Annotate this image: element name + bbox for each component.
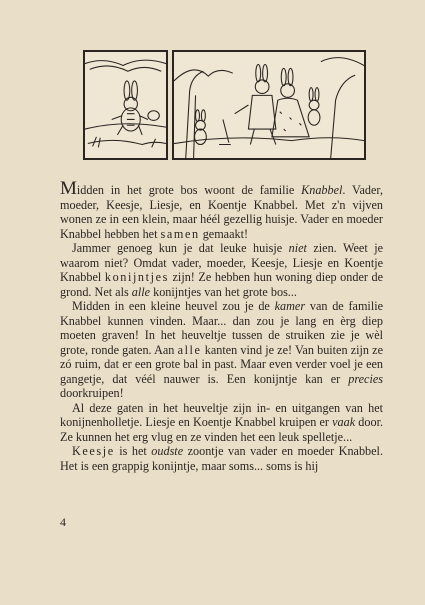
spaced-word: Keesje [72,444,115,458]
italic-word: vaak [332,415,356,429]
paragraph-2 [60,241,383,299]
italic-word: Knabbel [301,183,343,197]
paragraph-3 [60,299,383,401]
text-run: idden in het grote bos woont de familie [76,183,302,197]
paragraph-5 [60,444,383,473]
spaced-word: konijntjes [104,270,169,284]
spaced-word: alle [177,342,202,357]
spaced-word: samen [160,226,200,241]
text-run: konijntjes van het grote bos... [150,284,297,299]
page-number: 4 [60,515,66,529]
text-run: door. Ze kunnen het erg vlug en ze vinden het een leuk spelletje... [60,415,384,444]
text-run: van de familie Knabbel kunnen vinden. Maar... dan zou je lang en èrg diep moeten graven! In het heuveltje tussen de struiken zie je wèl grote, ronde gaten. Aan [60,299,383,357]
italic-word: alle [131,284,151,299]
italic-word: niet [288,241,307,255]
text-run: . Vader, moeder, Keesje, Liesje, en Koentje Knabbel. Met z'n vijven wonen ze in een klein, maar héél gezellig huisje. Vader en moeder Knabbel hebben het [60,183,383,241]
text-run: zien. Weet je waarom niet? Omdat vader, moeder, Keesje, Liesje en Koentje Knabbel [60,241,384,284]
paragraph-4 [60,401,383,445]
text-run: doorkruipen! [60,386,124,400]
story-text [60,178,384,473]
italic-word: precies [348,371,383,386]
paragraph-1 [60,178,383,241]
illustration-right [172,50,366,160]
text-run: Jammer genoeg kun je dat leuke huisje [72,241,289,255]
two-rabbits-sitting-icon [85,52,166,158]
text-run: Al deze gaten in het heuveltje zijn in- en uitgangen van het konijnenholletje. Liesje en Koentje Knabbel kruipen er [60,400,383,429]
illustration-left [83,50,168,160]
italic-word: oudste [151,444,184,458]
text-run: is het [114,444,152,458]
italic-word: kamer [274,299,306,313]
text-run: kanten vind je ze! Van buiten zijn ze zó ruim, dat er een grote bal in past. Maar even verder voel je een gangetje, dat véél nauwer is. Een konijntje kan er [60,342,383,386]
drop-cap: M [60,178,77,199]
rabbit-family-walking-icon [174,52,364,158]
text-run: Midden in een kleine heuvel zou je de [72,299,275,313]
text-run: zijn! Ze hebben hun woning diep onder de grond. Net als [60,270,383,299]
text-run: zoontje van vader en moeder Knabbel. Het is een grappig konijntje, maar soms... soms is hij [60,444,383,473]
text-run: gemaakt! [199,226,249,241]
